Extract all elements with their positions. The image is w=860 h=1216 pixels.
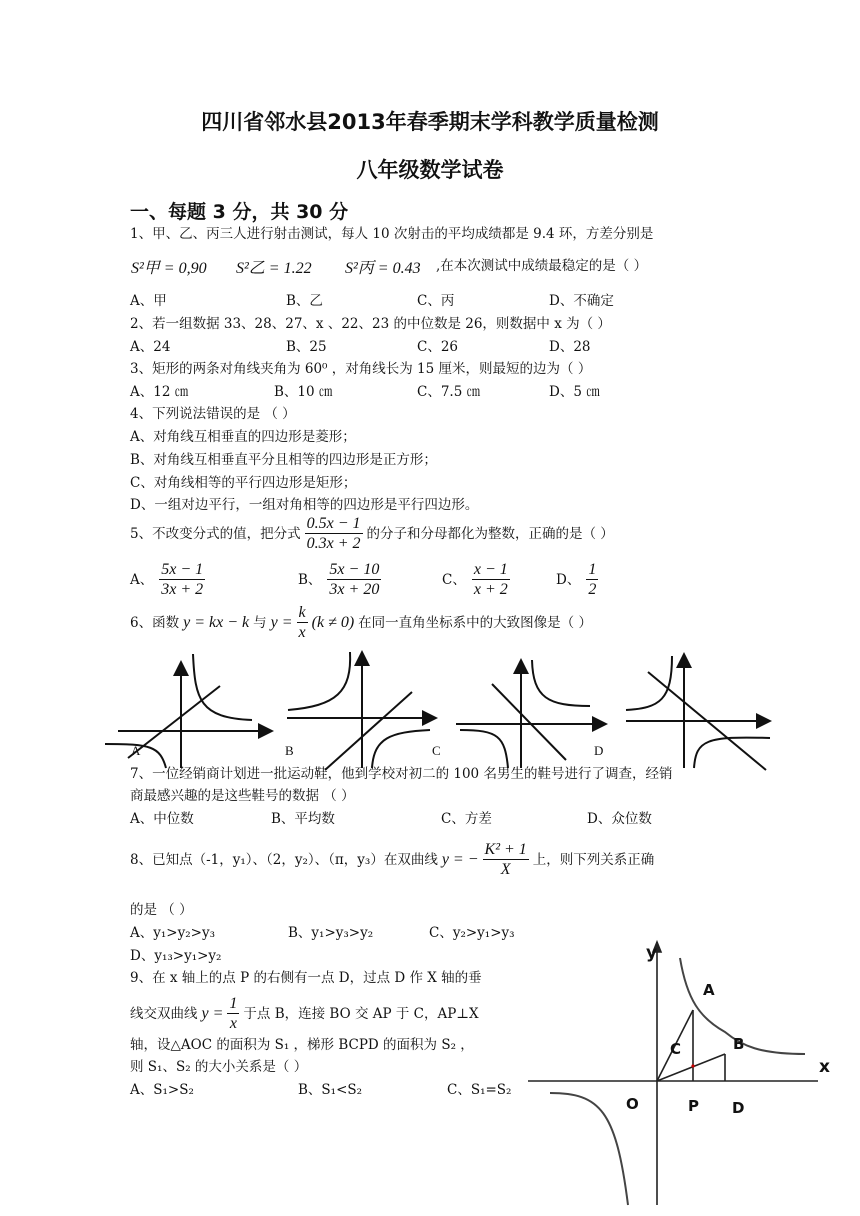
- q6-linear-function: y = kx − k: [183, 613, 250, 631]
- q4-stem: 4、下列说法错误的是 （ ）: [130, 406, 296, 422]
- q9-label-o: O: [626, 1095, 639, 1113]
- q1-option-c: C、丙: [417, 293, 455, 309]
- q6-suffix: 在同一直角坐标系中的大致图像是（ ）: [358, 614, 592, 631]
- q6-inverse-num: k: [298, 604, 306, 621]
- q1-variance-jia: S²甲 = 0,90: [131, 260, 207, 277]
- q1-option-a: A、甲: [130, 293, 167, 309]
- q5-option-b: [298, 560, 381, 599]
- q5-option-b-label: B、: [298, 571, 322, 588]
- q5-option-c: [442, 560, 510, 599]
- q4-option-b: B、对角线互相垂直平分且相等的四边形是正方形；: [130, 452, 437, 468]
- graph-a-line: [128, 686, 220, 758]
- q5-option-d-num: 1: [588, 561, 597, 578]
- q3-option-c: C、7.5 ㎝: [417, 384, 481, 400]
- q1-option-d: D、不确定: [549, 293, 614, 309]
- page-subtitle: 八年级数学试卷: [356, 158, 504, 182]
- q5-stem: [130, 514, 614, 553]
- q8-function-fraction: [483, 840, 529, 879]
- graph-c-line: [492, 684, 566, 760]
- q9-function-num: 1: [229, 995, 238, 1012]
- graph-d: [626, 654, 770, 770]
- q2-option-a: A、24: [130, 339, 171, 355]
- q9-label-y: y: [646, 943, 658, 963]
- q5-prefix: 5、不改变分式的值，把分式: [130, 525, 301, 542]
- q5-option-a: [130, 560, 205, 599]
- q1-option-b: B、乙: [286, 293, 323, 309]
- q5-fraction-denominator: 0.3x + 2: [306, 535, 361, 552]
- q9-function-lhs: y =: [201, 1004, 224, 1022]
- q5-option-a-den: 3x + 2: [161, 581, 204, 598]
- q5-option-d-label: D、: [556, 571, 581, 588]
- q6-graphs: [0, 640, 860, 775]
- q5-option-b-den: 3x + 20: [329, 581, 380, 598]
- q3-option-d: D、5 ㎝: [549, 384, 600, 400]
- q8-function-num: K² + 1: [484, 841, 527, 858]
- q9-label-p: P: [688, 1097, 699, 1115]
- q9-label-a: A: [703, 981, 715, 999]
- q6-condition: (k ≠ 0): [311, 613, 355, 631]
- q9-line2-suffix: 于点 B，连接 BO 交 AP 于 C，AP⊥X: [243, 1005, 479, 1022]
- q8-stem: [130, 840, 654, 879]
- graph-b-label: B: [285, 743, 294, 758]
- graph-b-hyperbola-upper: [288, 652, 350, 710]
- q5-option-d-fraction: [586, 560, 598, 599]
- q3-stem: 3、矩形的两条对角线夹角为 60⁰ ，对角线长为 15 厘米，则最短的边为（ ）: [130, 361, 592, 377]
- q9-label-d: D: [732, 1099, 745, 1117]
- q9-option-b: B、S₁<S₂: [298, 1082, 363, 1098]
- graph-b-line: [325, 692, 412, 770]
- q2-option-d: D、28: [549, 339, 591, 355]
- q8-function-den: X: [500, 861, 511, 878]
- q8-suffix: 上，则下列关系正确: [532, 851, 655, 868]
- q9-label-x: x: [819, 1057, 830, 1077]
- q7-option-a: A、中位数: [130, 811, 194, 827]
- page-title: 四川省邻水县2013年春季期末学科教学质量检测: [201, 110, 659, 134]
- graph-d-label: D: [594, 743, 604, 758]
- q4-option-c: C、对角线相等的平行四边形是矩形；: [130, 475, 357, 491]
- q8-prefix: 8、已知点（-1，y₁）、（2，y₂）、（π，y₃）在双曲线: [130, 851, 438, 868]
- q5-option-c-num: x − 1: [473, 561, 508, 578]
- q9-option-c: C、S₁=S₂: [447, 1082, 512, 1098]
- q5-fraction: [305, 514, 363, 553]
- q7-option-d: D、众位数: [587, 811, 652, 827]
- q7-option-c: C、方差: [441, 811, 492, 827]
- q4-option-a: A、对角线互相垂直的四边形是菱形；: [130, 429, 356, 445]
- q7-stem-line2: 商最感兴趣的是这些鞋号的数据 （ ）: [130, 788, 355, 804]
- q5-option-d-den: 2: [588, 581, 597, 598]
- q5-option-c-den: x + 2: [473, 581, 508, 598]
- q5-option-a-label: A、: [130, 571, 154, 588]
- q1-variance-yi: S²乙 = 1.22: [236, 260, 312, 277]
- q8-option-c: C、y₂>y₁>y₃: [429, 925, 515, 941]
- q5-option-c-fraction: [472, 560, 510, 599]
- q9-hyperbola-lower: [550, 1093, 628, 1205]
- graph-a-hyperbola-upper: [193, 654, 252, 720]
- graph-b-hyperbola-lower: [372, 730, 430, 768]
- q6-prefix: 6、函数: [130, 614, 180, 631]
- graph-c-hyperbola-lower: [460, 730, 508, 768]
- q1-stem: 1、甲、乙、丙三人进行射击测试，每人 10 次射击的平均成绩都是 9.4 环，方差分别是: [130, 226, 654, 242]
- q9-function-fraction: [227, 994, 239, 1033]
- q8-option-b: B、y₁>y₃>y₂: [288, 925, 374, 941]
- q5-option-b-num: 5x − 10: [329, 561, 380, 578]
- q6-mid: 与: [253, 614, 267, 631]
- q9-label-c: C: [670, 1040, 682, 1058]
- q5-option-b-fraction: [327, 560, 381, 599]
- q8-option-d: D、y₁₃>y₁>y₂: [130, 948, 222, 964]
- graph-d-hyperbola-upper: [626, 656, 672, 710]
- q5-option-a-fraction: [159, 560, 205, 599]
- q5-fraction-numerator: 0.5x − 1: [306, 515, 361, 532]
- q9-label-b: B: [733, 1035, 745, 1053]
- q8-function-lhs: y = −: [441, 850, 479, 868]
- graph-c: [456, 660, 606, 768]
- q6-stem: [130, 603, 592, 642]
- q9-stem-line2: [130, 994, 479, 1033]
- q6-inverse-den: x: [298, 624, 306, 641]
- q6-inverse-fraction: [297, 603, 308, 642]
- segment-OB: [657, 1054, 725, 1081]
- graph-c-hyperbola-upper: [532, 660, 590, 706]
- q7-option-b: B、平均数: [271, 811, 335, 827]
- section-heading: 一、每题 3 分，共 30 分: [130, 201, 349, 223]
- q8-option-a: A、y₁>y₂>y₃: [130, 925, 215, 941]
- q2-stem: 2、若一组数据 33、28、27、x 、22、23 的中位数是 26，则数据中 x 为（ ）: [130, 316, 611, 332]
- q9-function-den: x: [229, 1015, 237, 1032]
- q5-suffix: 的分子和分母都化为整数，正确的是（ ）: [366, 525, 614, 542]
- q6-inverse-lhs: y =: [270, 613, 293, 631]
- q7-stem-line1: 7、一位经销商计划进一批运动鞋，他到学校对初二的 100 名男生的鞋号进行了调查，经销: [130, 766, 673, 782]
- graph-c-label: C: [432, 743, 441, 758]
- q1-stem-tail: ,在本次测试中成绩最稳定的是（ ）: [436, 258, 648, 274]
- q9-stem-line4: 则 S₁、S₂ 的大小关系是（ ）: [130, 1059, 308, 1075]
- q9-stem-line3: 轴，设△AOC 的面积为 S₁ ，梯形 BCPD 的面积为 S₂ ，: [130, 1037, 474, 1053]
- graph-b: [287, 652, 436, 770]
- q5-option-c-label: C、: [442, 571, 466, 588]
- point-c-marker: [691, 1064, 694, 1067]
- q8-stem-line2: 的是 （ ）: [130, 902, 193, 918]
- q9-line2-prefix: 线交双曲线: [130, 1005, 198, 1022]
- q3-option-a: A、12 ㎝: [130, 384, 189, 400]
- q3-option-b: B、10 ㎝: [274, 384, 333, 400]
- q4-option-d: D、一组对边平行，一组对角相等的四边形是平行四边形。: [130, 497, 479, 513]
- q5-option-a-num: 5x − 1: [161, 561, 204, 578]
- q5-option-d: [556, 560, 598, 599]
- graph-a-label: A: [131, 743, 141, 758]
- q2-option-c: C、26: [417, 339, 459, 355]
- q2-option-b: B、25: [286, 339, 327, 355]
- q1-variance-bing: S²丙 = 0.43: [345, 260, 421, 277]
- q9-figure: [520, 930, 850, 1210]
- q9-stem-line1: 9、在 x 轴上的点 P 的右侧有一点 D，过点 D 作 X 轴的垂: [130, 970, 482, 986]
- q9-option-a: A、S₁>S₂: [130, 1082, 194, 1098]
